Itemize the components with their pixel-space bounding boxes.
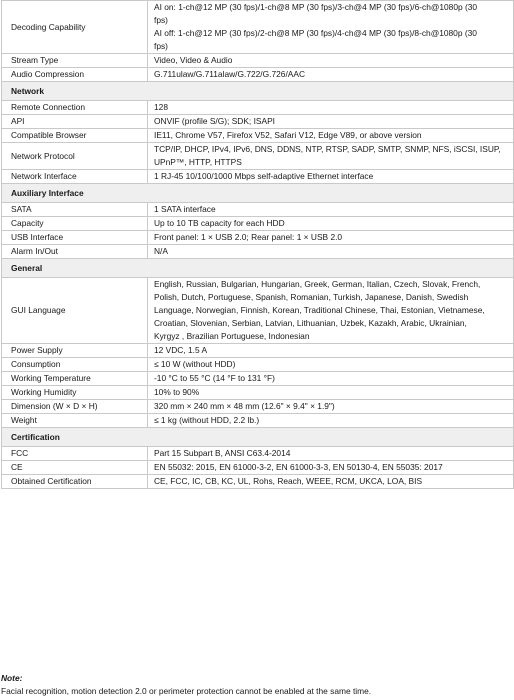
spec-value-line: AI on: 1-ch@12 MP (30 fps)/1-ch@8 MP (30 fps)/3-ch@4 MP (30 fps)/6-ch@1080p (30 <box>154 2 478 12</box>
spec-value-line: G.711ulaw/G.711alaw/G.722/G.726/AAC <box>154 69 305 79</box>
spec-value-line: -10 °C to 55 °C (14 °F to 131 °F) <box>154 373 275 383</box>
spec-value-line: English, Russian, Bulgarian, Hungarian, Greek, German, Italian, Czech, Slovak, French, <box>154 279 481 289</box>
table-row <box>2 231 514 245</box>
spec-value <box>148 115 514 129</box>
spec-value <box>148 231 514 245</box>
spec-value-line: Part 15 Subpart B, ANSI C63.4-2014 <box>154 448 291 458</box>
spec-label: Compatible Browser <box>2 129 148 143</box>
spec-label: Capacity <box>2 217 148 231</box>
spec-value-line: AI off: 1-ch@12 MP (30 fps)/2-ch@8 MP (30 fps)/4-ch@4 MP (30 fps)/8-ch@1080p (30 <box>154 28 477 38</box>
spec-value-line: TCP/IP, DHCP, IPv4, IPv6, DNS, DDNS, NTP, RTSP, SADP, SMTP, SNMP, NFS, iSCSI, ISUP, <box>154 144 501 154</box>
spec-value-line: 128 <box>154 102 168 112</box>
spec-table <box>1 0 514 489</box>
spec-value <box>148 386 514 400</box>
spec-value <box>148 461 514 475</box>
spec-value <box>148 447 514 461</box>
spec-label: Alarm In/Out <box>2 245 148 259</box>
spec-value <box>148 245 514 259</box>
note-text: Facial recognition, motion detection 2.0 or perimeter protection cannot be enabled at the same time. <box>1 686 372 696</box>
spec-value-line: ONVIF (profile S/G); SDK; ISAPI <box>154 116 275 126</box>
spec-label: Power Supply <box>2 344 148 358</box>
spec-value <box>148 68 514 82</box>
table-row <box>2 203 514 217</box>
table-row <box>2 475 514 489</box>
spec-value <box>148 203 514 217</box>
spec-value <box>148 129 514 143</box>
spec-value-line: 1 SATA interface <box>154 204 216 214</box>
spec-value-line: Kyrgyz , Brazilian Portuguese, Indonesian <box>154 331 310 341</box>
spec-value-line: Polish, Dutch, Portuguese, Spanish, Romanian, Turkish, Japanese, Danish, Swedish <box>154 292 469 302</box>
table-row <box>2 278 514 344</box>
section-title: General <box>2 259 514 278</box>
table-row <box>2 68 514 82</box>
spec-value <box>148 1 514 54</box>
table-row <box>2 217 514 231</box>
spec-value <box>148 372 514 386</box>
section-title: Certification <box>2 428 514 447</box>
table-row <box>2 414 514 428</box>
spec-value-line: Video, Video & Audio <box>154 55 233 65</box>
table-row <box>2 447 514 461</box>
spec-value-line: 10% to 90% <box>154 387 200 397</box>
section-title: Auxiliary Interface <box>2 184 514 203</box>
section-header <box>2 259 514 278</box>
table-row <box>2 386 514 400</box>
spec-value-line: UPnP™, HTTP, HTTPS <box>154 157 242 167</box>
spec-value-line: 1 RJ-45 10/100/1000 Mbps self-adaptive Ethernet interface <box>154 171 374 181</box>
spec-value <box>148 414 514 428</box>
table-row <box>2 245 514 259</box>
spec-value <box>148 358 514 372</box>
table-row <box>2 129 514 143</box>
spec-label: GUI Language <box>2 278 148 344</box>
spec-value <box>148 101 514 115</box>
note-heading: Note: <box>1 673 23 683</box>
spec-label: Remote Connection <box>2 101 148 115</box>
table-row <box>2 143 514 170</box>
spec-label: Working Humidity <box>2 386 148 400</box>
spec-value-line: 12 VDC, 1.5 A <box>154 345 208 355</box>
table-row <box>2 1 514 54</box>
spec-label: Obtained Certification <box>2 475 148 489</box>
spec-label: Weight <box>2 414 148 428</box>
spec-label: Consumption <box>2 358 148 372</box>
spec-value-line: N/A <box>154 246 168 256</box>
spec-value <box>148 143 514 170</box>
table-row <box>2 101 514 115</box>
spec-value-line: fps) <box>154 15 168 25</box>
spec-label: Network Protocol <box>2 143 148 170</box>
spec-value-line: 320 mm × 240 mm × 48 mm (12.6" × 9.4" × 1.9") <box>154 401 335 411</box>
table-row <box>2 400 514 414</box>
spec-value-line: EN 55032: 2015, EN 61000-3-2, EN 61000-3-3, EN 50130-4, EN 55035: 2017 <box>154 462 443 472</box>
table-row <box>2 54 514 68</box>
spec-value-line: CE, FCC, IC, CB, KC, UL, Rohs, Reach, WEEE, RCM, UKCA, LOA, BIS <box>154 476 423 486</box>
table-row <box>2 372 514 386</box>
section-title: Network <box>2 82 514 101</box>
spec-label: Dimension (W × D × H) <box>2 400 148 414</box>
table-row <box>2 358 514 372</box>
spec-value <box>148 475 514 489</box>
table-row <box>2 461 514 475</box>
spec-label: USB Interface <box>2 231 148 245</box>
spec-value <box>148 54 514 68</box>
spec-label: API <box>2 115 148 129</box>
spec-label: CE <box>2 461 148 475</box>
table-row <box>2 170 514 184</box>
spec-label: Stream Type <box>2 54 148 68</box>
spec-value-line: fps) <box>154 41 168 51</box>
spec-value <box>148 278 514 344</box>
spec-value <box>148 344 514 358</box>
spec-value-line: Croatian, Slovenian, Serbian, Latvian, Lithuanian, Uzbek, Kazakh, Arabic, Ukrainian, <box>154 318 467 328</box>
spec-value-line: Up to 10 TB capacity for each HDD <box>154 218 285 228</box>
section-header <box>2 184 514 203</box>
spec-value <box>148 170 514 184</box>
spec-label: SATA <box>2 203 148 217</box>
spec-value <box>148 400 514 414</box>
spec-value <box>148 217 514 231</box>
spec-label: FCC <box>2 447 148 461</box>
spec-label: Working Temperature <box>2 372 148 386</box>
spec-value-line: Language, Norwegian, Finnish, Korean, Traditional Chinese, Thai, Estonian, Vietnamese, <box>154 305 485 315</box>
spec-label: Network Interface <box>2 170 148 184</box>
spec-label: Decoding Capability <box>2 1 148 54</box>
spec-value-line: IE11, Chrome V57, Firefox V52, Safari V12, Edge V89, or above version <box>154 130 422 140</box>
table-row <box>2 344 514 358</box>
section-header <box>2 82 514 101</box>
spec-value-line: Front panel: 1 × USB 2.0; Rear panel: 1 × USB 2.0 <box>154 232 343 242</box>
section-header <box>2 428 514 447</box>
spec-value-line: ≤ 1 kg (without HDD, 2.2 lb.) <box>154 415 260 425</box>
table-row <box>2 115 514 129</box>
spec-label: Audio Compression <box>2 68 148 82</box>
spec-value-line: ≤ 10 W (without HDD) <box>154 359 236 369</box>
